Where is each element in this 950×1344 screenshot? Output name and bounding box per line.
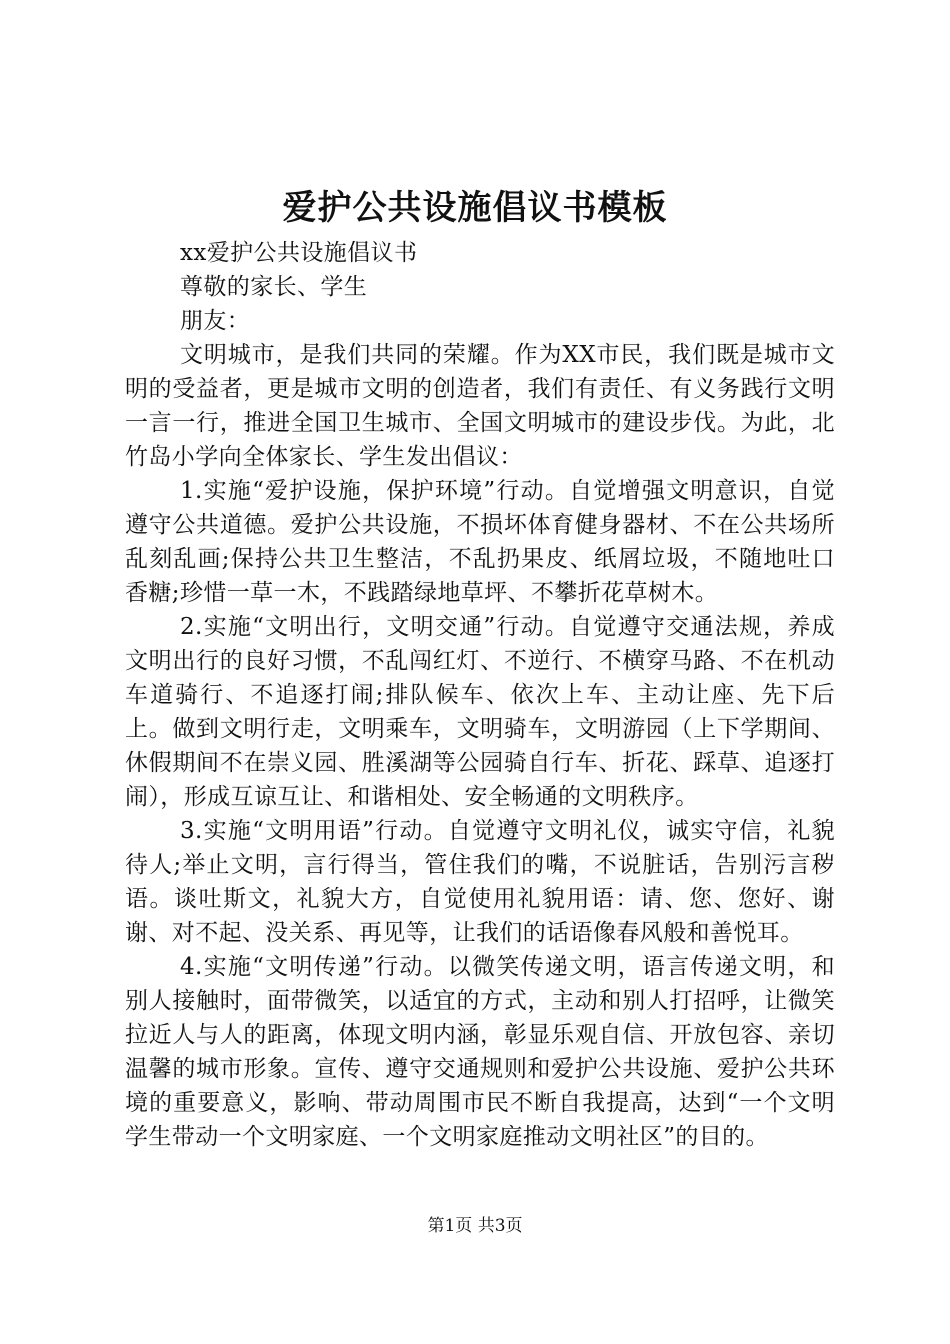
paragraph-item-2: 2.实施“文明出行，文明交通”行动。自觉遵守交通法规，养成文明出行的良好习惯，不乱闯红灯、不逆行、不横穿马路、不在机动车道骑行、不追逐打闹;排队候车、依次上车、主动让座、先下后上。做到文明行走，文明乘车，文明骑车，文明游园（上下学期间、休假期间不在崇义园、胜溪湖等公园骑自行车、折花、踩草、追逐打闹），形成互谅互让、和谐相处、安全畅通的文明秩序。: [125, 614, 835, 810]
document-title: 爱护公共设施倡议书模板: [282, 188, 668, 228]
heading-line-salutation: 尊敬的家长、学生: [180, 274, 368, 300]
heading-line-friends: 朋友：: [180, 308, 251, 334]
page-number-footer: 第1页 共3页: [427, 1216, 523, 1236]
document-body: [125, 236, 835, 1154]
heading-line-title: xx爱护公共设施倡议书: [180, 240, 418, 266]
paragraph-intro: 文明城市，是我们共同的荣耀。作为XX市民，我们既是城市文明的受益者，更是城市文明的创造者，我们有责任、有义务践行文明一言一行，推进全国卫生城市、全国文明城市的建设步伐。为此，北竹岛小学向全体家长、学生发出倡议：: [125, 342, 835, 470]
paragraph-item-4: 4.实施“文明传递”行动。以微笑传递文明，语言传递文明，和别人接触时，面带微笑，以适宜的方式，主动和别人打招呼，让微笑拉近人与人的距离，体现文明内涵，彰显乐观自信、开放包容、亲切温馨的城市形象。宣传、遵守交通规则和爱护公共设施、爱护公共环境的重要意义，影响、带动周围市民不断自我提高，达到“一个文明学生带动一个文明家庭、一个文明家庭推动文明社区”的目的。: [125, 954, 835, 1150]
paragraph-item-1: 1.实施“爱护设施，保护环境”行动。自觉增强文明意识，自觉遵守公共道德。爱护公共设施，不损坏体育健身器材、不在公共场所乱刻乱画;保持公共卫生整洁，不乱扔果皮、纸屑垃圾，不随地吐口香糖;珍惜一草一木，不践踏绿地草坪、不攀折花草树木。: [125, 478, 835, 606]
paragraph-item-3: 3.实施“文明用语”行动。自觉遵守文明礼仪，诚实守信，礼貌待人;举止文明，言行得当，管住我们的嘴，不说脏话，告别污言秽语。谈吐斯文，礼貌大方，自觉使用礼貌用语：请、您、您好、谢谢、对不起、没关系、再见等，让我们的话语像春风般和善悦耳。: [125, 818, 835, 946]
